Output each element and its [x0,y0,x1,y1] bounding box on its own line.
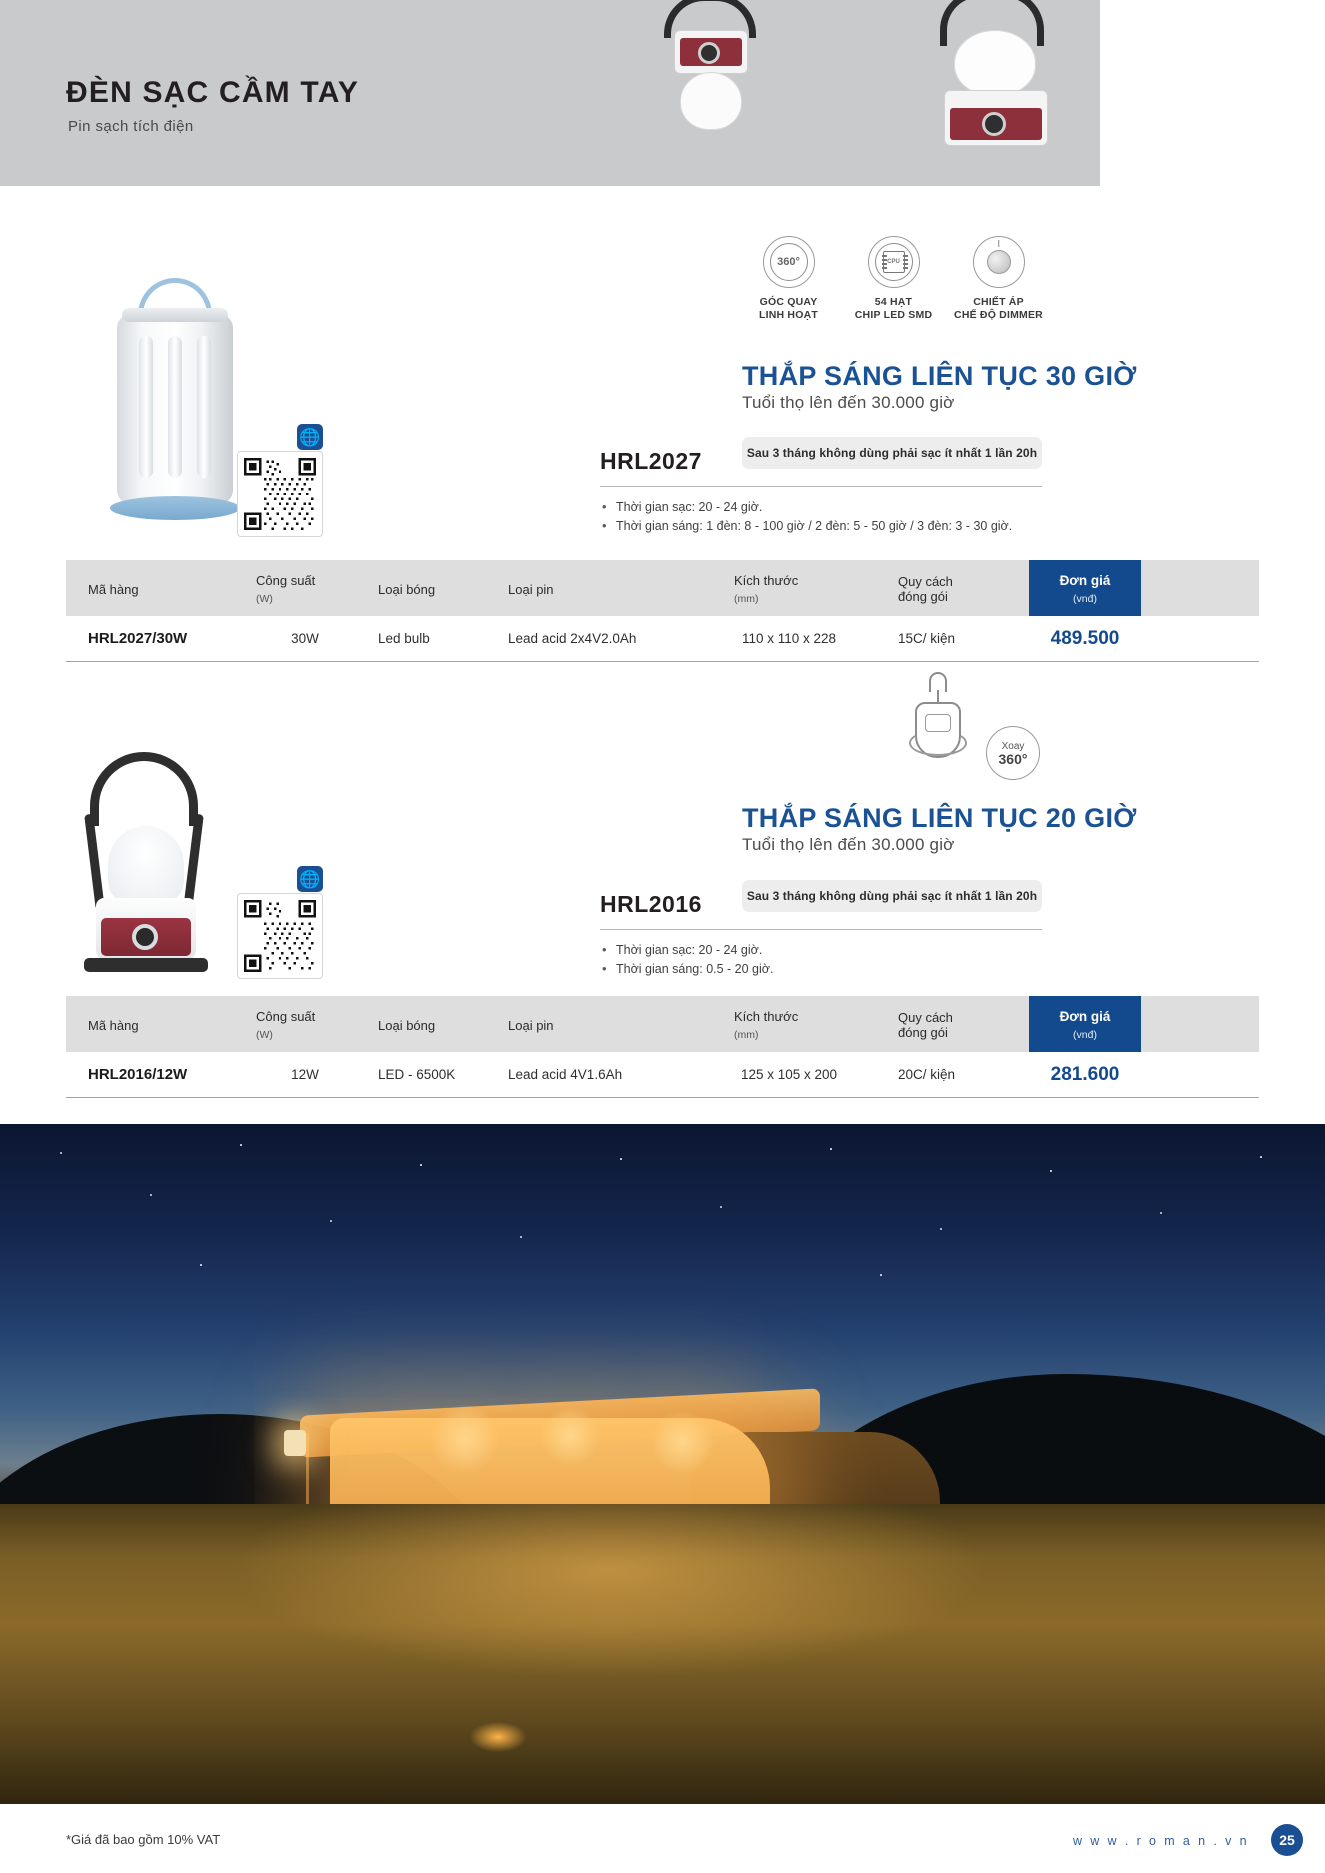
product-code: HRL2027 [600,448,702,474]
table-header-row [66,996,1259,1052]
spec-bullet: • Thời gian sạc: 20 - 24 giờ. [600,941,773,960]
spec-bullet: • Thời gian sạc: 20 - 24 giờ. [600,498,1012,517]
rotate-360-icon: 360° [763,236,815,288]
campfire [470,1722,526,1752]
feature-label-line2: CHẾ ĐỘ DIMMER [954,309,1043,321]
column-header-size: Kích thước (mm) [734,1009,799,1041]
charge-note-badge: Sau 3 tháng không dùng phải sạc ít nhất 1 lần 20h [742,437,1042,469]
cell-bulb: LED - 6500K [378,1067,456,1082]
globe-icon[interactable]: 🌐 [297,424,323,450]
column-header-packing: Quy cách đóng gói [898,574,953,604]
vat-note: *Giá đã bao gồm 10% VAT [66,1832,221,1847]
spec-table-hrl2016 [66,996,1259,1098]
cell-size: 125 x 105 x 200 [740,1067,838,1082]
qr-code[interactable] [237,893,323,979]
feature-chip-led [841,236,946,322]
column-header-packing: Quy cách đóng gói [898,1010,953,1040]
spec-table-hrl2027 [66,560,1259,662]
cell-battery: Lead acid 2x4V2.0Ah [508,631,637,646]
feature-rotate-360 [736,236,841,322]
cell-battery: Lead acid 4V1.6Ah [508,1067,623,1082]
cell-price: 281.600 [1050,1063,1120,1085]
header-lantern-left-image [640,0,790,164]
page-footer [0,1804,1325,1873]
product-headline: THẮP SÁNG LIÊN TỤC 30 GIỜ [742,361,1137,391]
column-header-battery: Loại pin [508,1017,554,1033]
header-lantern-right-image [910,0,1090,180]
feature-label-line1: CHIẾT ÁP [973,296,1024,308]
cell-code: HRL2027/30W [88,630,188,647]
charge-note-badge: Sau 3 tháng không dùng phải sạc ít nhất 1 lần 20h [742,880,1042,912]
feature-label-line1: 54 HẠT [874,296,913,308]
column-header-price: Đơn giá (vnđ) [1029,996,1141,1052]
column-header-price: Đơn giá (vnđ) [1029,560,1141,616]
table-row [66,616,1259,662]
product-code: HRL2016 [600,891,702,917]
lamp-glow [430,1404,500,1474]
spec-bullets [600,498,1012,536]
cell-power: 30W [291,631,319,646]
column-header-code: Mã hàng [88,581,139,597]
cell-packing: 15C/ kiện [898,631,956,646]
hanging-lamp-glow [284,1430,306,1456]
column-header-power: Công suất (W) [256,1009,316,1041]
cell-power: 12W [291,1067,319,1082]
feature-icon-row [736,236,1051,336]
cell-price: 489.500 [1050,627,1120,649]
cell-packing: 20C/ kiện [898,1067,956,1082]
feature-label-line2: LINH HOẠT [759,309,818,321]
product-headline: THẮP SÁNG LIÊN TỤC 20 GIỜ [742,803,1137,833]
spec-bullet: • Thời gian sáng: 0.5 - 20 giờ. [600,960,773,979]
cell-size: 110 x 110 x 228 [741,631,837,646]
page-header-band [0,0,1325,186]
column-header-size: Kích thước (mm) [734,573,799,605]
camping-hero-image [0,1124,1325,1804]
column-header-battery: Loại pin [508,581,554,597]
product-lifetime: Tuổi thọ lên đến 30.000 giờ [742,393,955,412]
globe-icon[interactable]: 🌐 [297,866,323,892]
spec-bullets [600,941,773,979]
column-header-code: Mã hàng [88,1017,139,1033]
column-header-power: Công suất (W) [256,573,316,605]
feature-label-line1: GÓC QUAY [759,296,818,308]
product-lifetime: Tuổi thọ lên đến 30.000 giờ [742,835,955,854]
website-url[interactable]: w w w . r o m a n . v n [1072,1834,1249,1848]
page-number-badge: 25 [1271,1824,1303,1856]
table-header-row [66,560,1259,616]
section-divider [600,486,1042,487]
table-row [66,1052,1259,1098]
qr-code[interactable] [237,451,323,537]
rotate-360-badge: Xoay 360° [986,726,1040,780]
spec-bullet: • Thời gian sáng: 1 đèn: 8 - 100 giờ / 2 đèn: 5 - 50 giờ / 3 đèn: 3 - 30 giờ. [600,517,1012,536]
cpu-chip-icon: CPU [868,236,920,288]
dimmer-icon [973,236,1025,288]
section-divider [600,929,1042,930]
lamp-glow [650,1410,714,1474]
header-white-panel [1100,0,1325,186]
lamp-glow [540,1406,600,1466]
cell-code: HRL2016/12W [88,1066,188,1083]
feature-label-line2: CHIP LED SMD [854,309,933,321]
column-header-bulb: Loại bóng [378,1017,436,1033]
page-subtitle: Pin sạch tích điện [68,118,194,135]
column-header-bulb: Loại bóng [378,581,436,597]
page-title: ĐÈN SẠC CẦM TAY [66,76,360,109]
grass-ground [0,1504,1325,1804]
cell-bulb: Led bulb [378,631,430,646]
feature-dimmer [946,236,1051,322]
